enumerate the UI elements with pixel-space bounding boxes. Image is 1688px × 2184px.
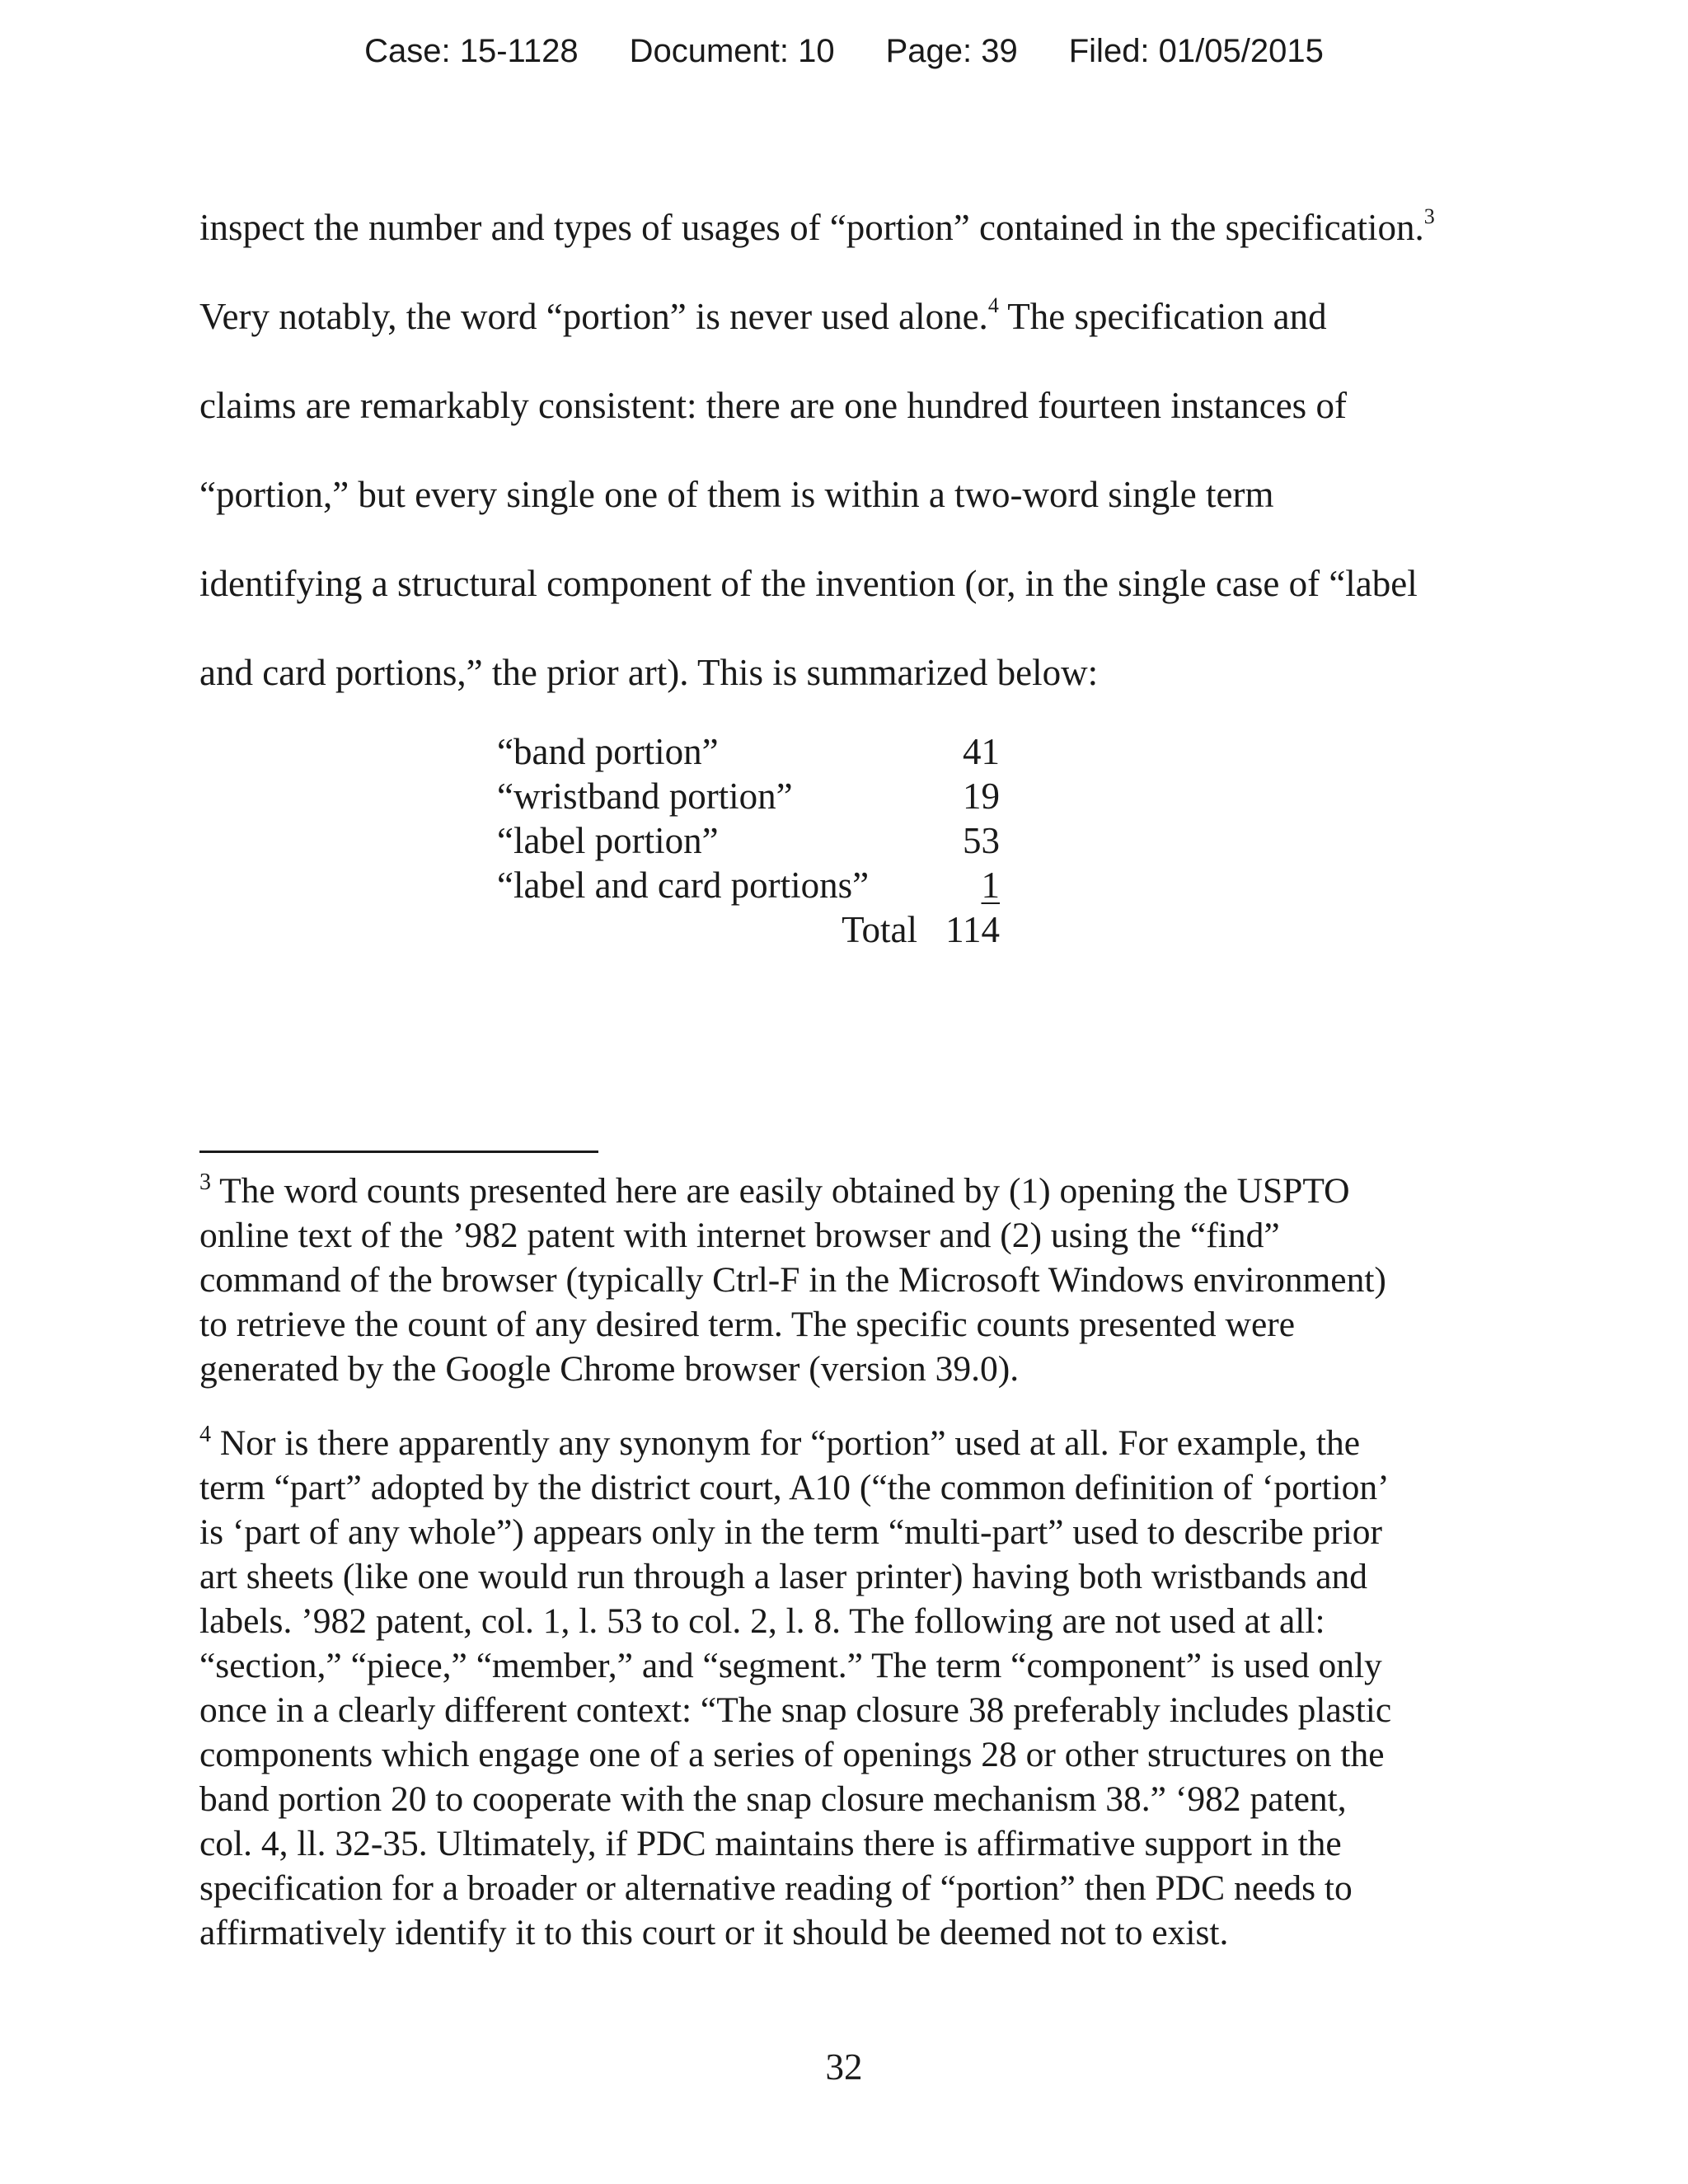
body-line: identifying a structural component of the invention (or, in the single case of “label: [199, 563, 1418, 604]
usage-count-table: [497, 729, 1000, 952]
term-label: “label portion”: [497, 820, 719, 861]
filed-date: Filed: 01/05/2015: [1068, 33, 1324, 69]
footnote-3: $^3$ The word counts presented here are easily obtained by (1) opening the USPTO online text of the ’982 patent with internet browser and (2) using the “find” command of the browser (typically Ctrl-F in the Microsoft Windows environment) to retrieve the count of any desired term. The specific counts presented were generated by the Google Chrome browser (version 39.0).: [199, 1169, 1386, 1389]
total-value: 114: [945, 909, 1000, 950]
body-line: Very notably, the word “portion” is never used alone.$^4$ The specification and: [199, 293, 1327, 337]
term-label: “band portion”: [497, 731, 719, 772]
footnote-reference-3[interactable]: 3: [1423, 204, 1435, 228]
table-row: [497, 774, 1000, 818]
term-label: “wristband portion”: [497, 776, 793, 817]
total-label: Total: [842, 909, 917, 950]
footnote-separator: [199, 1151, 598, 1153]
footnote-4: $^4$ Nor is there apparently any synonym for “portion” used at all. For example, the term “part” adopted by the district court, A10 (“the common definition of ‘portion’ is ‘part of any whole”) appears only in the term “multi-part” used to describe prior art sheets (like one would run through a laser printer) having both wristbands and labels. ’982 patent, col. 1, l. 53 to col. 2, l. 8. The following are not used at all: “section,” “piece,” “member,” and “segment.” The term “component” is used only once in a clearly different context: “The snap closure 38 preferably includes plastic components which engage one of a series of openings 28 or other structures on the band portion 20 to cooperate with the snap closure mechanism 38.” ‘982 patent, col. 4, ll. 32-35. Ultimately, if PDC maintains there is affirmative support in the specification for a broader or alternative reading of “portion” then PDC needs to affirmatively identify it to this court or it should be deemed not to exist.: [199, 1422, 1392, 1952]
body-line: “portion,” but every single one of them is within a two-word single term: [199, 474, 1274, 515]
term-label: “label and card portions”: [497, 865, 870, 906]
body-line: inspect the number and types of usages of “portion” contained in the specification.$^3$: [199, 204, 1435, 248]
footnote-reference-4[interactable]: 4: [987, 293, 999, 317]
footnote-marker: 3: [199, 1169, 211, 1195]
footnotes: [199, 1169, 1551, 1985]
body-paragraph: [199, 183, 1518, 717]
body-line: and card portions,” the prior art). This is summarized below:: [199, 652, 1099, 693]
table-row: [497, 863, 1000, 907]
case-header: [0, 33, 1688, 70]
table-total-row: [497, 907, 1000, 952]
table-row: [497, 729, 1000, 774]
body-line: claims are remarkably consistent: there are one hundred fourteen instances of: [199, 385, 1347, 426]
term-count: 19: [963, 776, 1000, 817]
header-page-number: Page: 39: [885, 33, 1018, 69]
term-count: 41: [963, 731, 1000, 772]
footnote-marker: 4: [199, 1422, 211, 1447]
term-count: 53: [963, 820, 1000, 861]
table-row: [497, 818, 1000, 863]
page-number: 32: [825, 2046, 863, 2088]
term-count: 1: [981, 865, 1000, 906]
case-number: Case: 15-1128: [364, 33, 579, 69]
document-number: Document: 10: [629, 33, 835, 69]
